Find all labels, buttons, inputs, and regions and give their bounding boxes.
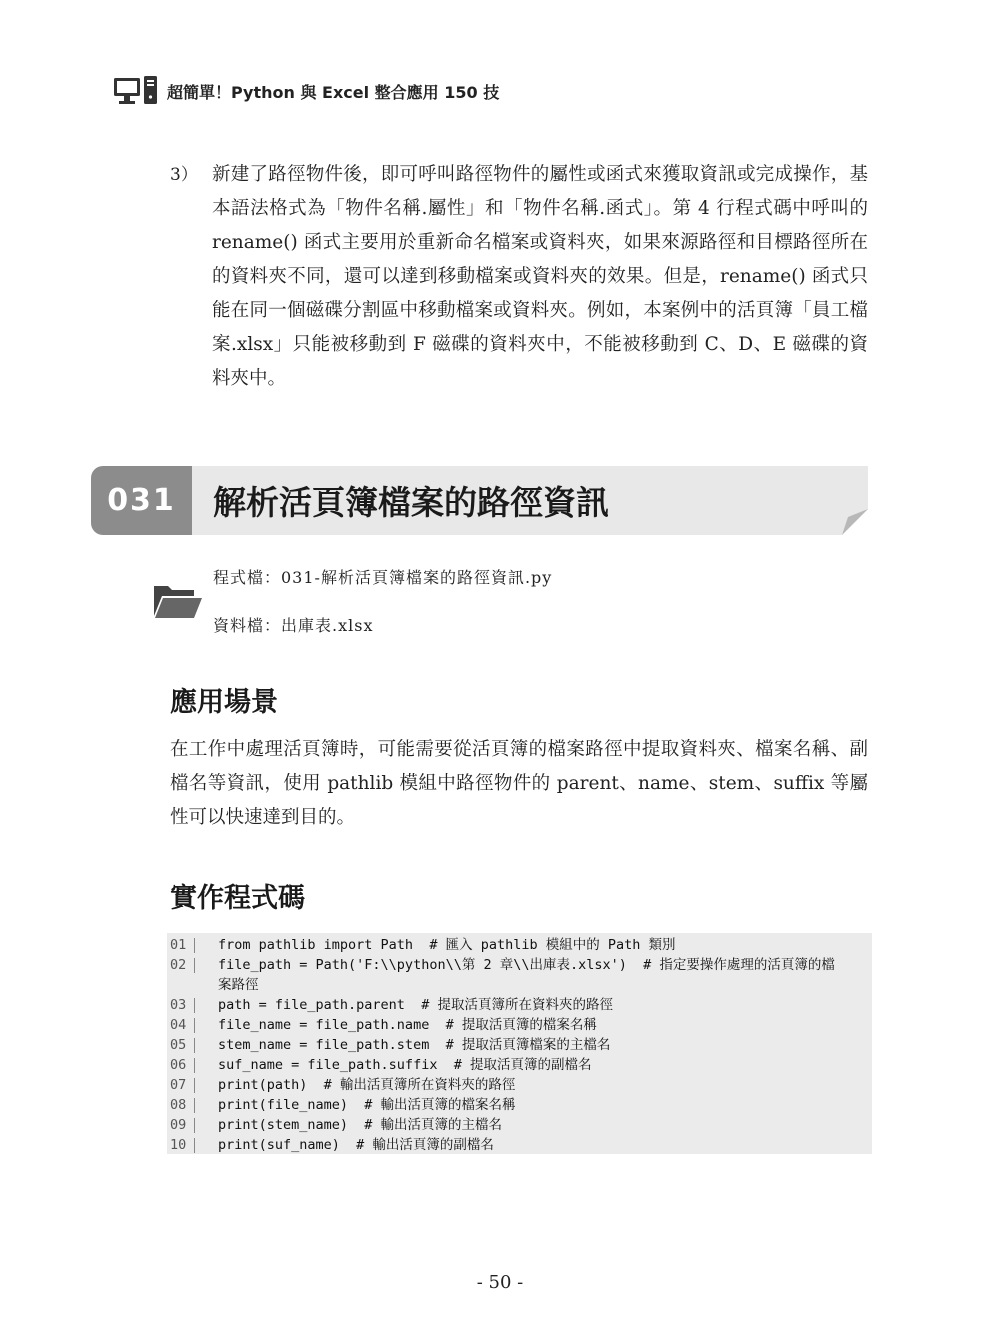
folder-icon [152,582,204,620]
code-text: stem_name = file_path.stem # 提取活頁簿檔案的主檔名 [218,1037,611,1053]
code-text-continuation: 案路徑 [218,977,259,993]
line-number: 04 [170,1017,187,1033]
section-banner [91,466,868,535]
code-text: print(suf_name) # 輸出活頁簿的副檔名 [218,1137,494,1153]
code-line [167,955,872,995]
line-number: 03 [170,997,187,1013]
section-number: 031 [91,466,192,535]
code-text: from pathlib import Path # 匯入 pathlib 模組中的 Path 類別 [218,937,676,953]
code-line [167,1035,872,1055]
code-text: file_name = file_path.name # 提取活頁簿的檔案名稱 [218,1017,597,1033]
code-line [167,1075,872,1095]
line-number: 09 [170,1117,187,1133]
code-block [167,933,872,1154]
line-number: 05 [170,1037,187,1053]
code-line [167,1095,872,1115]
scenario-text: 在工作中處理活頁簿時，可能需要從活頁簿的檔案路徑中提取資料夾、檔案名稱、副檔名等資訊，使用 pathlib 模組中路徑物件的 parent、name、stem、suffix 等屬性可以快速達到目的。 [170,739,868,828]
line-number: 07 [170,1077,187,1093]
step-text: 新建了路徑物件後，即可呼叫路徑物件的屬性或函式來獲取資訊或完成操作，基本語法格式為「物件名稱.屬性」和「物件名稱.函式」。第 4 行程式碼中呼叫的 rename() 函式主要用於重新命名檔案或資料夾，如果來源路徑和目標路徑所在的資料夾不同，還可以達到移動檔案或資料夾的效果。但是，rename() 函式只能在同一個磁碟分割區中移動檔案或資料夾。例如，本案例中的活頁簿「員工檔案.xlsx」只能被移動到 F 磁碟的資料夾中，不能被移動到 C、D、E 磁碟的資料夾中。 [212,164,868,389]
heading-scenario: 應用場景 [170,687,278,718]
heading-code: 實作程式碼 [170,883,305,914]
running-title: 超簡單！Python 與 Excel 整合應用 150 技 [167,82,500,102]
code-text: print(path) # 輸出活頁簿所在資料夾的路徑 [218,1077,516,1093]
line-number: 01 [170,937,187,953]
data-file: 資料檔：出庫表.xlsx [213,616,374,635]
step-number: 3） [170,165,198,185]
code-line [167,1015,872,1035]
code-text: print(file_name) # 輸出活頁簿的檔案名稱 [218,1097,516,1113]
code-text: print(stem_name) # 輸出活頁簿的主檔名 [218,1117,503,1133]
line-number: 08 [170,1097,187,1113]
code-line [167,1115,872,1135]
code-text: suf_name = file_path.suffix # 提取活頁簿的副檔名 [218,1057,592,1073]
page-curl-icon [842,509,868,535]
code-line [167,995,872,1015]
program-file: 程式檔：031-解析活頁簿檔案的路徑資訊.py [213,568,553,587]
code-line [167,935,872,955]
page-number: - 50 - [476,1272,524,1293]
line-number: 06 [170,1057,187,1073]
line-number: 10 [170,1137,187,1153]
code-text: file_path = Path('F:\\python\\第 2 章\\出庫表.xlsx') # 指定要操作處理的活頁簿的檔 [218,957,835,973]
line-number: 02 [170,957,187,973]
running-header [113,76,499,106]
computer-icon [113,76,159,106]
code-line [167,1135,872,1155]
code-line [167,1055,872,1075]
code-text: path = file_path.parent # 提取活頁簿所在資料夾的路徑 [218,997,613,1013]
section-title: 解析活頁簿檔案的路徑資訊 [213,483,609,522]
